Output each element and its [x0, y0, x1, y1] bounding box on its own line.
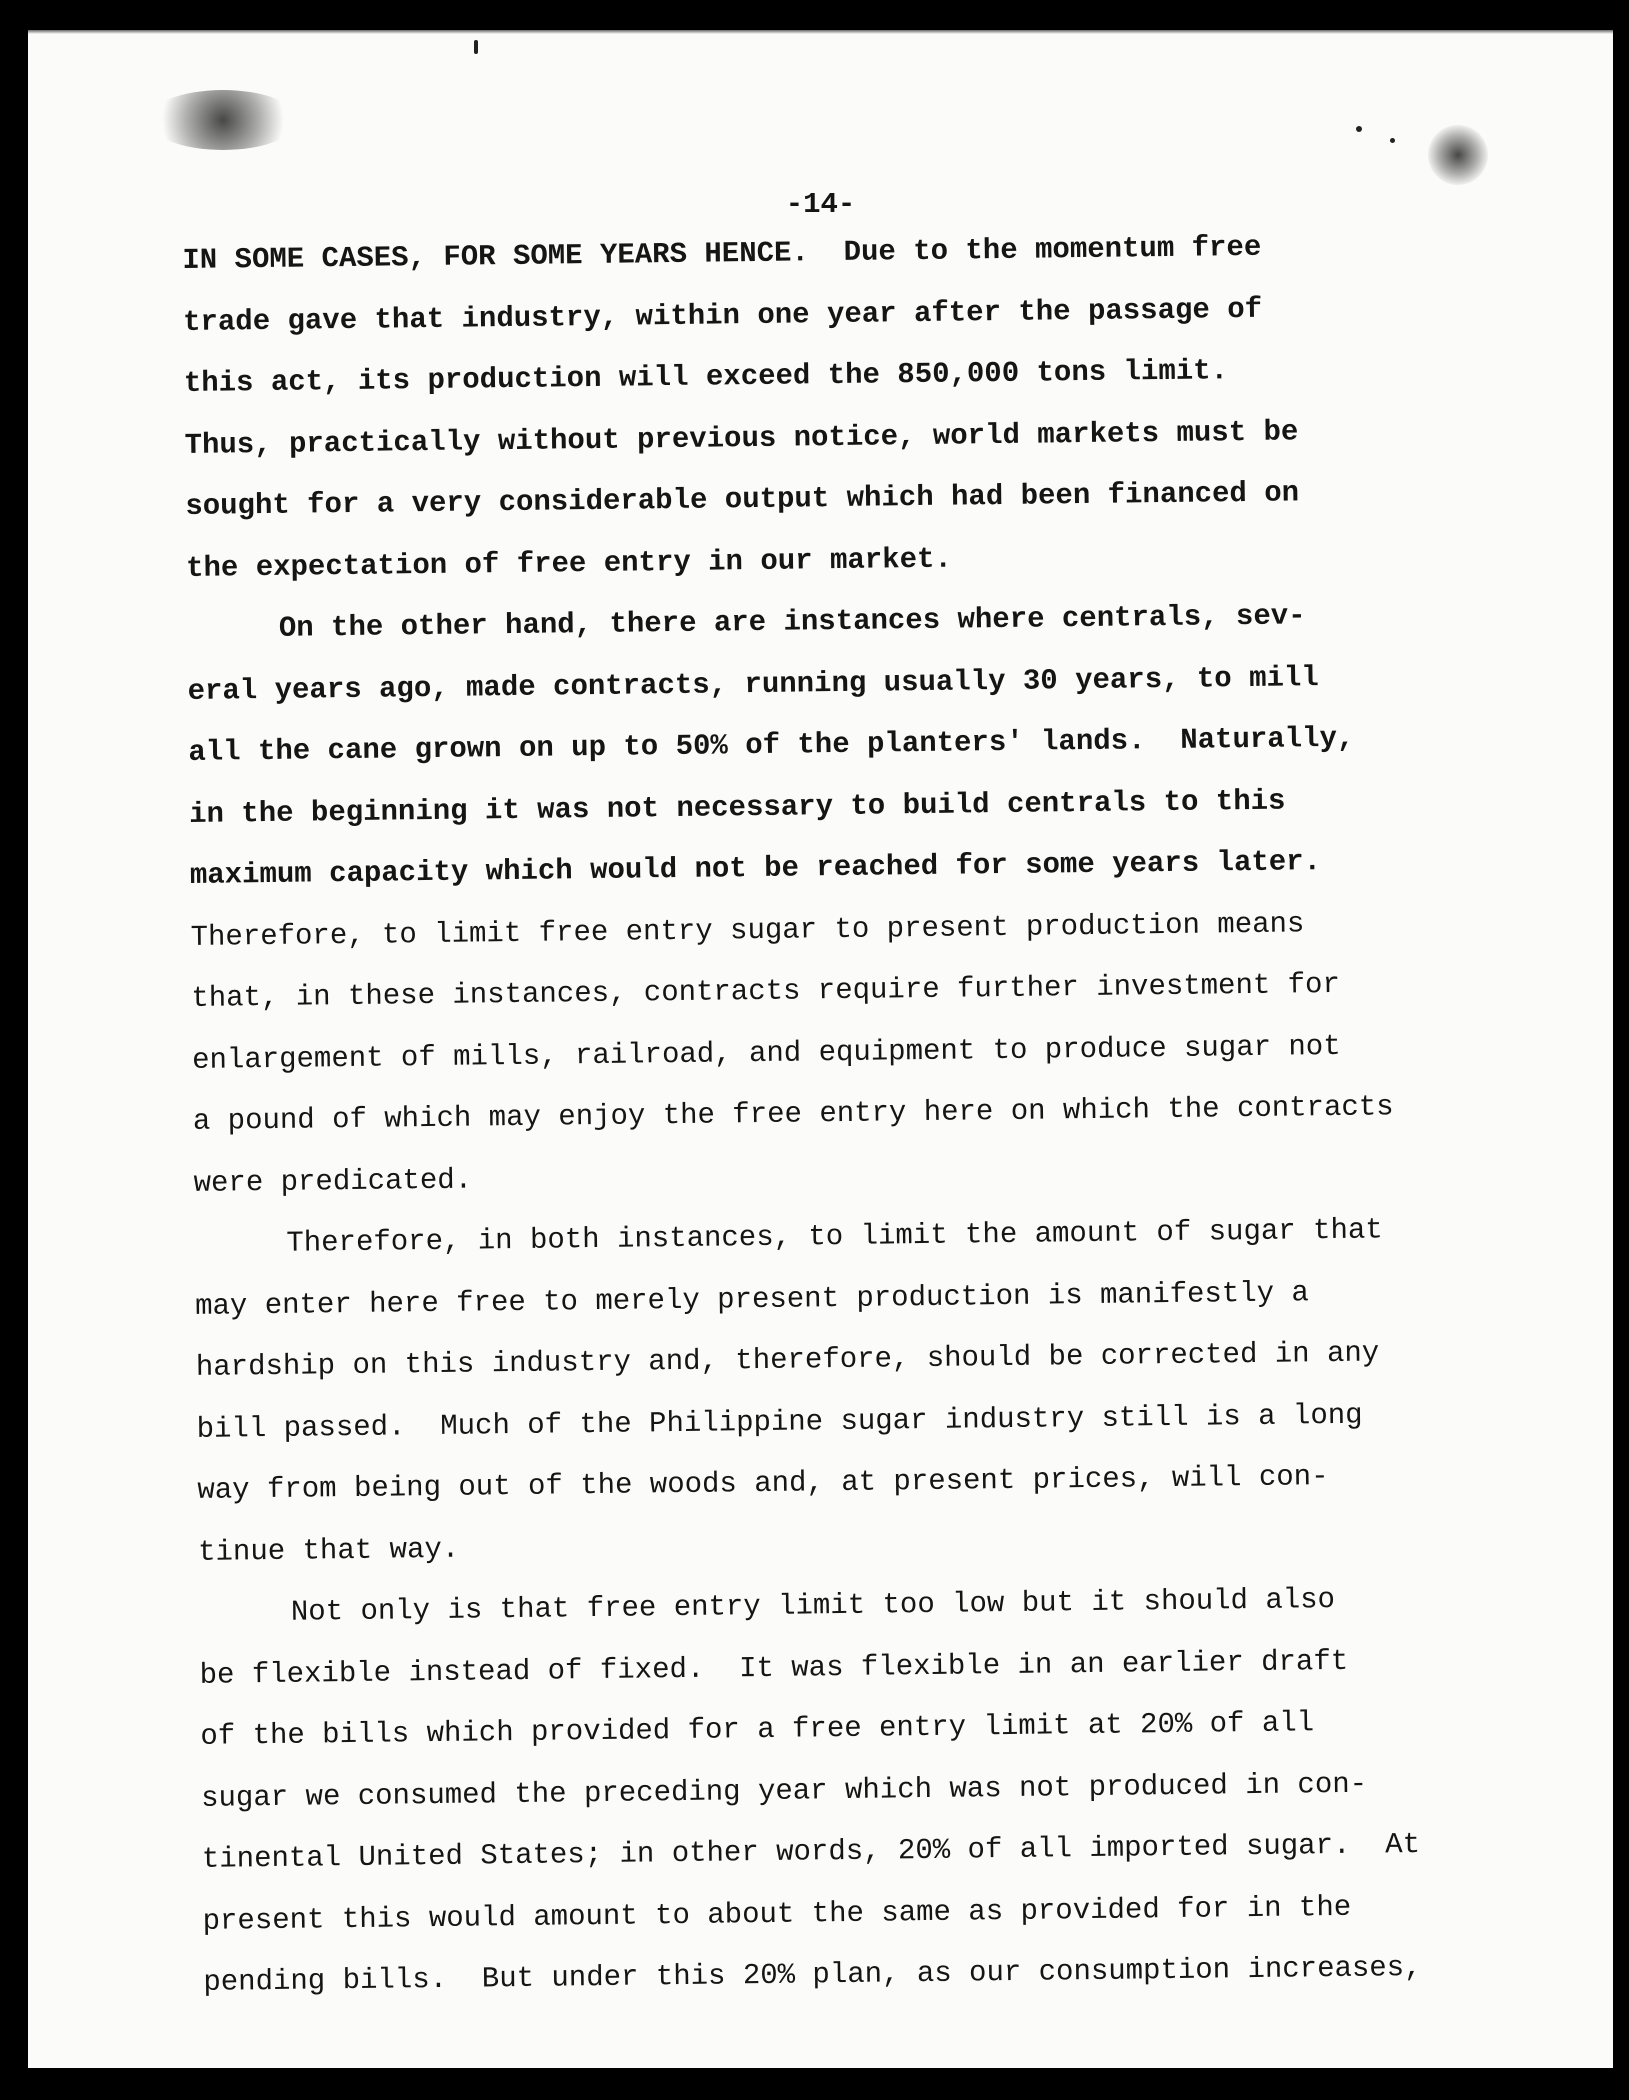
page-number: -14-: [785, 188, 856, 221]
text-line: tinental United States; in other words, 20% of all imported sugar. At: [201, 1827, 1421, 1876]
text-line: On the other hand, there are instances where centrals, sev-: [278, 599, 1306, 645]
ink-speck: [1390, 138, 1395, 143]
text-line: pending bills. But under this 20% plan, as our consumption increases,: [203, 1950, 1422, 1999]
text-line: way from being out of the woods and, at present prices, will con-: [197, 1460, 1329, 1507]
text-line: be flexible instead of fixed. It was flexible in an earlier draft: [199, 1644, 1349, 1692]
text-line: IN SOME CASES, FOR SOME YEARS HENCE. Due to the momentum free: [182, 230, 1262, 277]
text-line: that, in these instances, contracts require further investment for: [191, 967, 1341, 1015]
ink-smudge-right: [1428, 125, 1488, 185]
text-line: maximum capacity which would not be reached for some years later.: [189, 845, 1322, 892]
text-line: may enter here free to merely present production is manifestly a: [194, 1275, 1310, 1323]
text-line: hardship on this industry and, therefore, should be corrected in any: [195, 1336, 1380, 1384]
text-line: Thus, practically without previous notice, world markets must be: [184, 414, 1299, 462]
ink-smudge-left: [148, 90, 298, 150]
text-line: in the beginning it was not necessary to build centrals to this: [188, 784, 1286, 831]
document-page: [28, 30, 1613, 2068]
ink-speck: [1356, 126, 1362, 132]
text-line: eral years ago, made contracts, running usually 30 years, to mill: [187, 660, 1319, 708]
page-top-edge: [28, 30, 1613, 34]
text-line: Therefore, to limit free entry sugar to present production means: [190, 906, 1305, 954]
text-line: Therefore, in both instances, to limit the amount of sugar that: [286, 1213, 1383, 1260]
text-line: tinue that way.: [197, 1532, 460, 1569]
text-line: this act, its production will exceed the 850,000 tons limit.: [183, 354, 1229, 400]
text-line: Not only is that free entry limit too low but it should also: [290, 1583, 1336, 1629]
ink-speck: [474, 40, 478, 54]
typed-body-text: [182, 214, 1524, 2013]
text-line: bill passed. Much of the Philippine sugar industry still is a long: [196, 1398, 1363, 1446]
text-line: the expectation of free entry in our market.: [185, 542, 953, 585]
text-line: sugar we consumed the preceding year which was not produced in con-: [200, 1767, 1368, 1815]
text-line: all the cane grown on up to 50% of the planters' lands. Naturally,: [188, 721, 1355, 769]
text-line: were predicated.: [193, 1163, 473, 1200]
text-line: enlargement of mills, railroad, and equipment to produce sugar not: [191, 1029, 1341, 1077]
text-line: present this would amount to about the same as provided for in the: [202, 1890, 1352, 1938]
text-line: a pound of which may enjoy the free entry here on which the contracts: [192, 1090, 1394, 1138]
text-line: of the bills which provided for a free entry limit at 20% of all: [200, 1706, 1315, 1753]
text-line: trade gave that industry, within one year after the passage of: [182, 292, 1263, 339]
text-line: sought for a very considerable output which had been financed on: [185, 476, 1300, 523]
